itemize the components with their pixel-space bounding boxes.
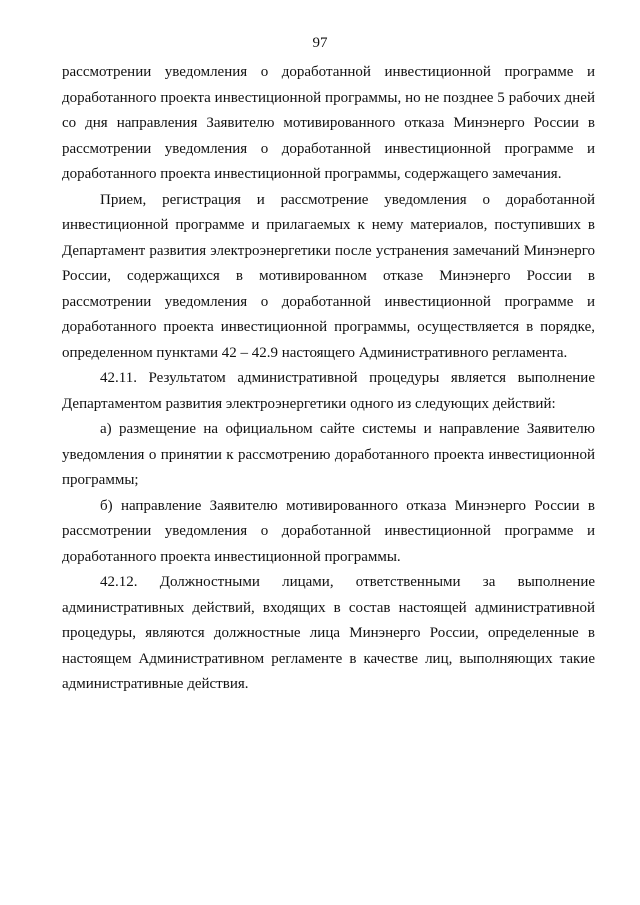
paragraph-item-a: а) размещение на официальном сайте системы и направление Заявителю уведомления о принятии к рассмотрению доработанного проекта инвестиционной программы; — [62, 421, 595, 488]
paragraph-reception: Прием, регистрация и рассмотрение уведомления о доработанной инвестиционной программе и прилагаемых к нему материалов, поступивших в Департамент развития электроэнергетики после устранения замечаний Минэнерго России, содержащихся в мотивированном отказе Минэнерго России в рассмотрении уведомления о доработанной инвестиционной программе и доработанного проекта инвестиционной программы, осуществляется в порядке, определенном пунктами 42 – 42.9 настоящего Административного регламента. — [62, 191, 595, 361]
page-number: 97 — [312, 35, 328, 51]
paragraph-42-11: 42.11. Результатом административной процедуры является выполнение Департаментом развития электроэнергетики одного из следующих действий: — [62, 370, 595, 412]
paragraph-item-b: б) направление Заявителю мотивированного отказа Минэнерго России в рассмотрении уведомления о доработанной инвестиционной программе и доработанного проекта инвестиционной программы. — [62, 497, 595, 565]
document-body — [62, 60, 595, 698]
paragraph-42-12: 42.12. Должностными лицами, ответственными за выполнение административных действий, входящих в состав настоящей административной процедуры, являются должностные лица Минэнерго России, определенные в настоящем Административном регламенте в качестве лиц, выполняющих такие административные действия. — [62, 574, 595, 692]
paragraph-continuation: рассмотрении уведомления о доработанной инвестиционной программе и доработанного проекта инвестиционной программы, но не позднее 5 рабочих дней со дня направления Заявителю мотивированного отказа Минэнерго России в рассмотрении уведомления о доработанной инвестиционной программе и доработанного проекта инвестиционной программы, содержащего замечания. — [62, 64, 595, 182]
